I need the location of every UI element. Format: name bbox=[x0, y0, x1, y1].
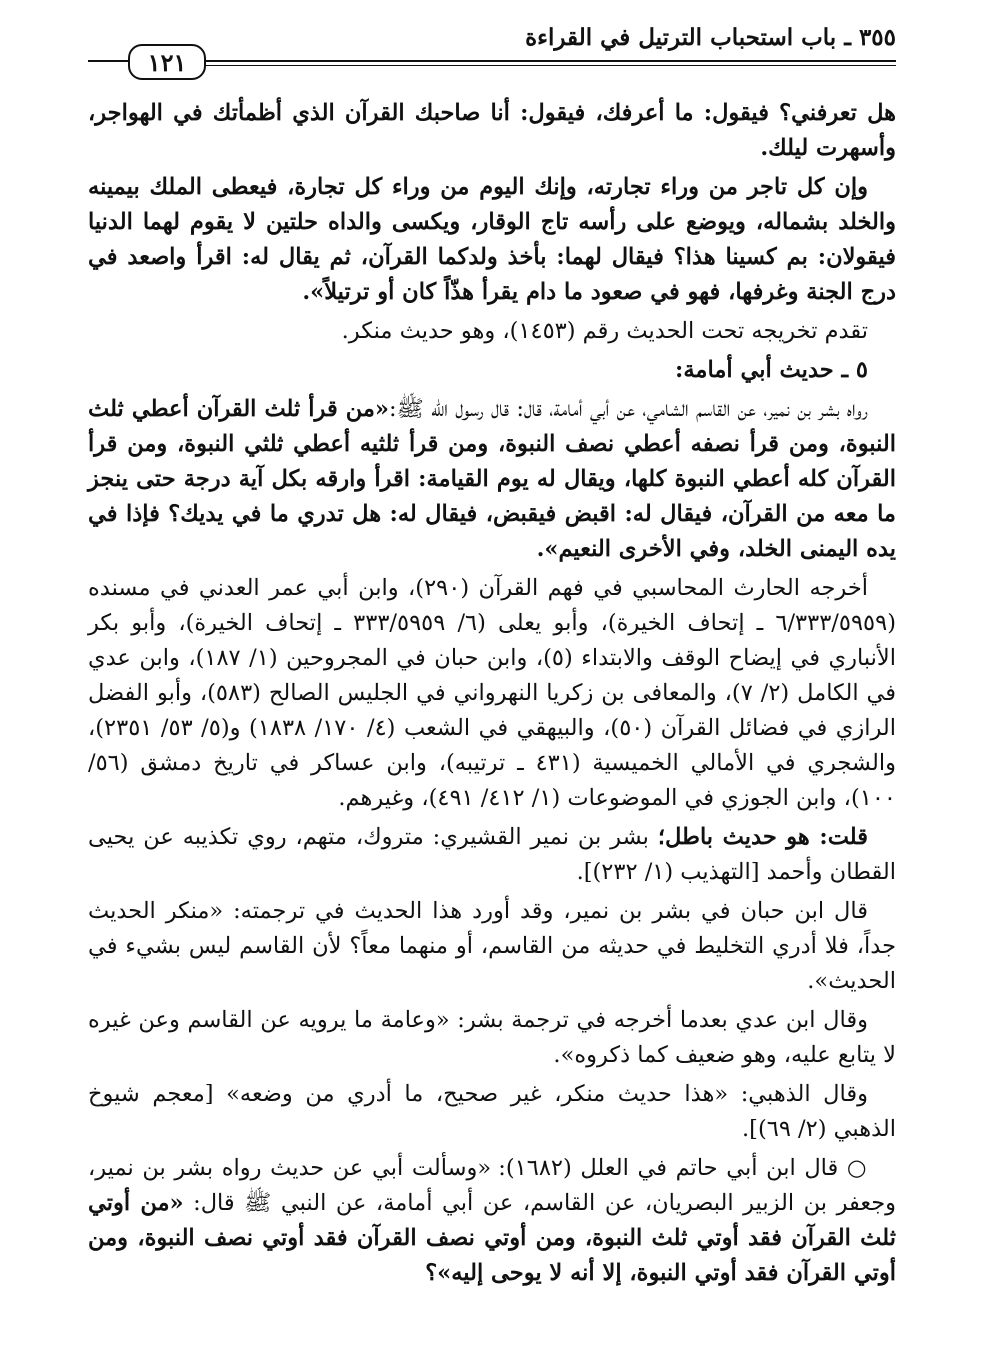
paragraph-1: هل تعرفني؟ فيقول: ما أعرفك، فيقول: أنا صاحبك القرآن الذي أظمأتك في الهواجر، وأسهرت ليلك. bbox=[88, 100, 896, 161]
section-heading: ٥ ـ حديث أبي أمامة: bbox=[675, 357, 868, 383]
paragraph-10: وقال الذهبي: «هذا حديث منكر، غير صحيح، ما أدري من وضعه» [معجم شيوخ الذهبي (٢/ ٦٩)]. bbox=[88, 1081, 896, 1142]
paragraph-6: أخرجه الحارث المحاسبي في فهم القرآن (٢٩٠)، وابن أبي عمر العدني في مسنده (٦/٣٣٣/٥٩٥٩ ـ إتحاف الخيرة)، وأبو يعلى (٦/ ٣٣٣/٥٩٥٩ ـ إتحاف الخيرة)، وأبو بكر الأنباري في إيضاح الوقف والابتداء (٥)، وابن حبان في المجروحين (١/ ١٨٧)، وابن عدي في الكامل (٢/ ٧)، والمعافى بن زكريا النهرواني في الجليس الصالح (٥٨٣)، وأبو الفضل الرازي في فضائل القرآن (٥٠)، والبيهقي في الشعب (٤/ ١٧٠/ ١٨٣٨) و(٥/ ٥٣/ ٢٣٥١)، والشجري في الأمالي الخميسية (٤٣١ ـ ترتيبه)، وابن عساكر في تاريخ دمشق (٥٦/ ١٠٠)، وابن الجوزي في الموضوعات (١/ ٤١٢/ ٤٩١)، وغيرهم. bbox=[88, 575, 897, 811]
page-body bbox=[88, 96, 896, 1295]
header-rule bbox=[88, 60, 896, 62]
page-header bbox=[88, 14, 896, 76]
ilal-chain: ○ قال ابن أبي حاتم في العلل (١٦٨٢): «وسألت أبي عن حديث رواه بشر بن نمير، وجعفر بن الزبير البصريان، عن القاسم، عن أبي أمامة، عن النبي ﷺ قال: bbox=[88, 1155, 896, 1216]
paragraph-2: وإن كل تاجر من وراء تجارته، وإنك اليوم من وراء كل تجارة، فيعطى الملك بيمينه والخلد بشماله، ويوضع على رأسه تاج الوقار، ويكسى والداه حلتين لا يقوم لهما الدنيا فيقولان: بم كسينا هذا؟ فيقال لهما: بأخذ ولدكما القرآن، ثم يقال له: اقرأ واصعد في درج الجنة وغرفها، فهو في صعود ما دام يقرأ هذّاً كان أو ترتيلاً». bbox=[88, 174, 896, 305]
hadith-text: «من قرأ ثلث القرآن أعطي ثلث النبوة، ومن قرأ نصفه أعطي نصف النبوة، ومن قرأ ثلثيه أعطي ثلثي النبوة، ومن قرأ القرآن كله أعطي النبوة كلها، ويقال له يوم القيامة: اقرأ وارقه بكل آية درجة حتى ينجز ما معه من القرآن، فيقال له: اقبض فيقبض، فيقال له: هل تدري ما في يديك؟ فإذا في يده اليمنى الخلد، وفي الأخرى النعيم». bbox=[88, 396, 896, 562]
paragraph-7 bbox=[88, 820, 896, 890]
paragraph-9: وقال ابن عدي بعدما أخرجه في ترجمة بشر: «وعامة ما يرويه عن القاسم وعن غيره لا يتابع عليه، وهو ضعيف كما ذكروه». bbox=[88, 1007, 896, 1068]
verdict-reason: بشر بن نمير القشيري: متروك، متهم، روي تكذيبه عن يحيى القطان وأحمد [التهذيب (١/ ٢٣٢)]. bbox=[88, 824, 896, 885]
header-rule-thin bbox=[206, 65, 896, 66]
paragraph-11 bbox=[88, 1151, 896, 1291]
paragraph-3: تقدم تخريجه تحت الحديث رقم (١٤٥٣)، وهو حديث منكر. bbox=[341, 318, 868, 344]
ilal-hadith-text: «من أوتي ثلث القرآن فقد أوتي ثلث النبوة، ومن أوتي نصف القرآن فقد أوتي نصف النبوة، ومن أوتي القرآن فقد أوتي النبوة، إلا أنه لا يوحى إليه»؟ bbox=[88, 1190, 896, 1286]
page-number-frame bbox=[128, 44, 206, 80]
paragraph-8: قال ابن حبان في بشر بن نمير، وقد أورد هذا الحديث في ترجمته: «منكر الحديث جداً، فلا أدري التخليط في حديثه من القاسم، أو منهما معاً؟ لأن القاسم ليس بشيء في الحديث». bbox=[88, 898, 896, 994]
hadith-chain: رواه بشر بن نمير، عن القاسم الشامي، عن أبي أمامة، قال: قال رسول الله ﷺ: bbox=[388, 396, 868, 422]
chapter-title: ٣٥٥ ـ باب استحباب الترتيل في القراءة bbox=[525, 24, 896, 51]
verdict: قلت: هو حديث باطل؛ bbox=[657, 824, 868, 850]
paragraph-5 bbox=[88, 392, 896, 567]
page-number: ١٢١ bbox=[128, 44, 206, 80]
